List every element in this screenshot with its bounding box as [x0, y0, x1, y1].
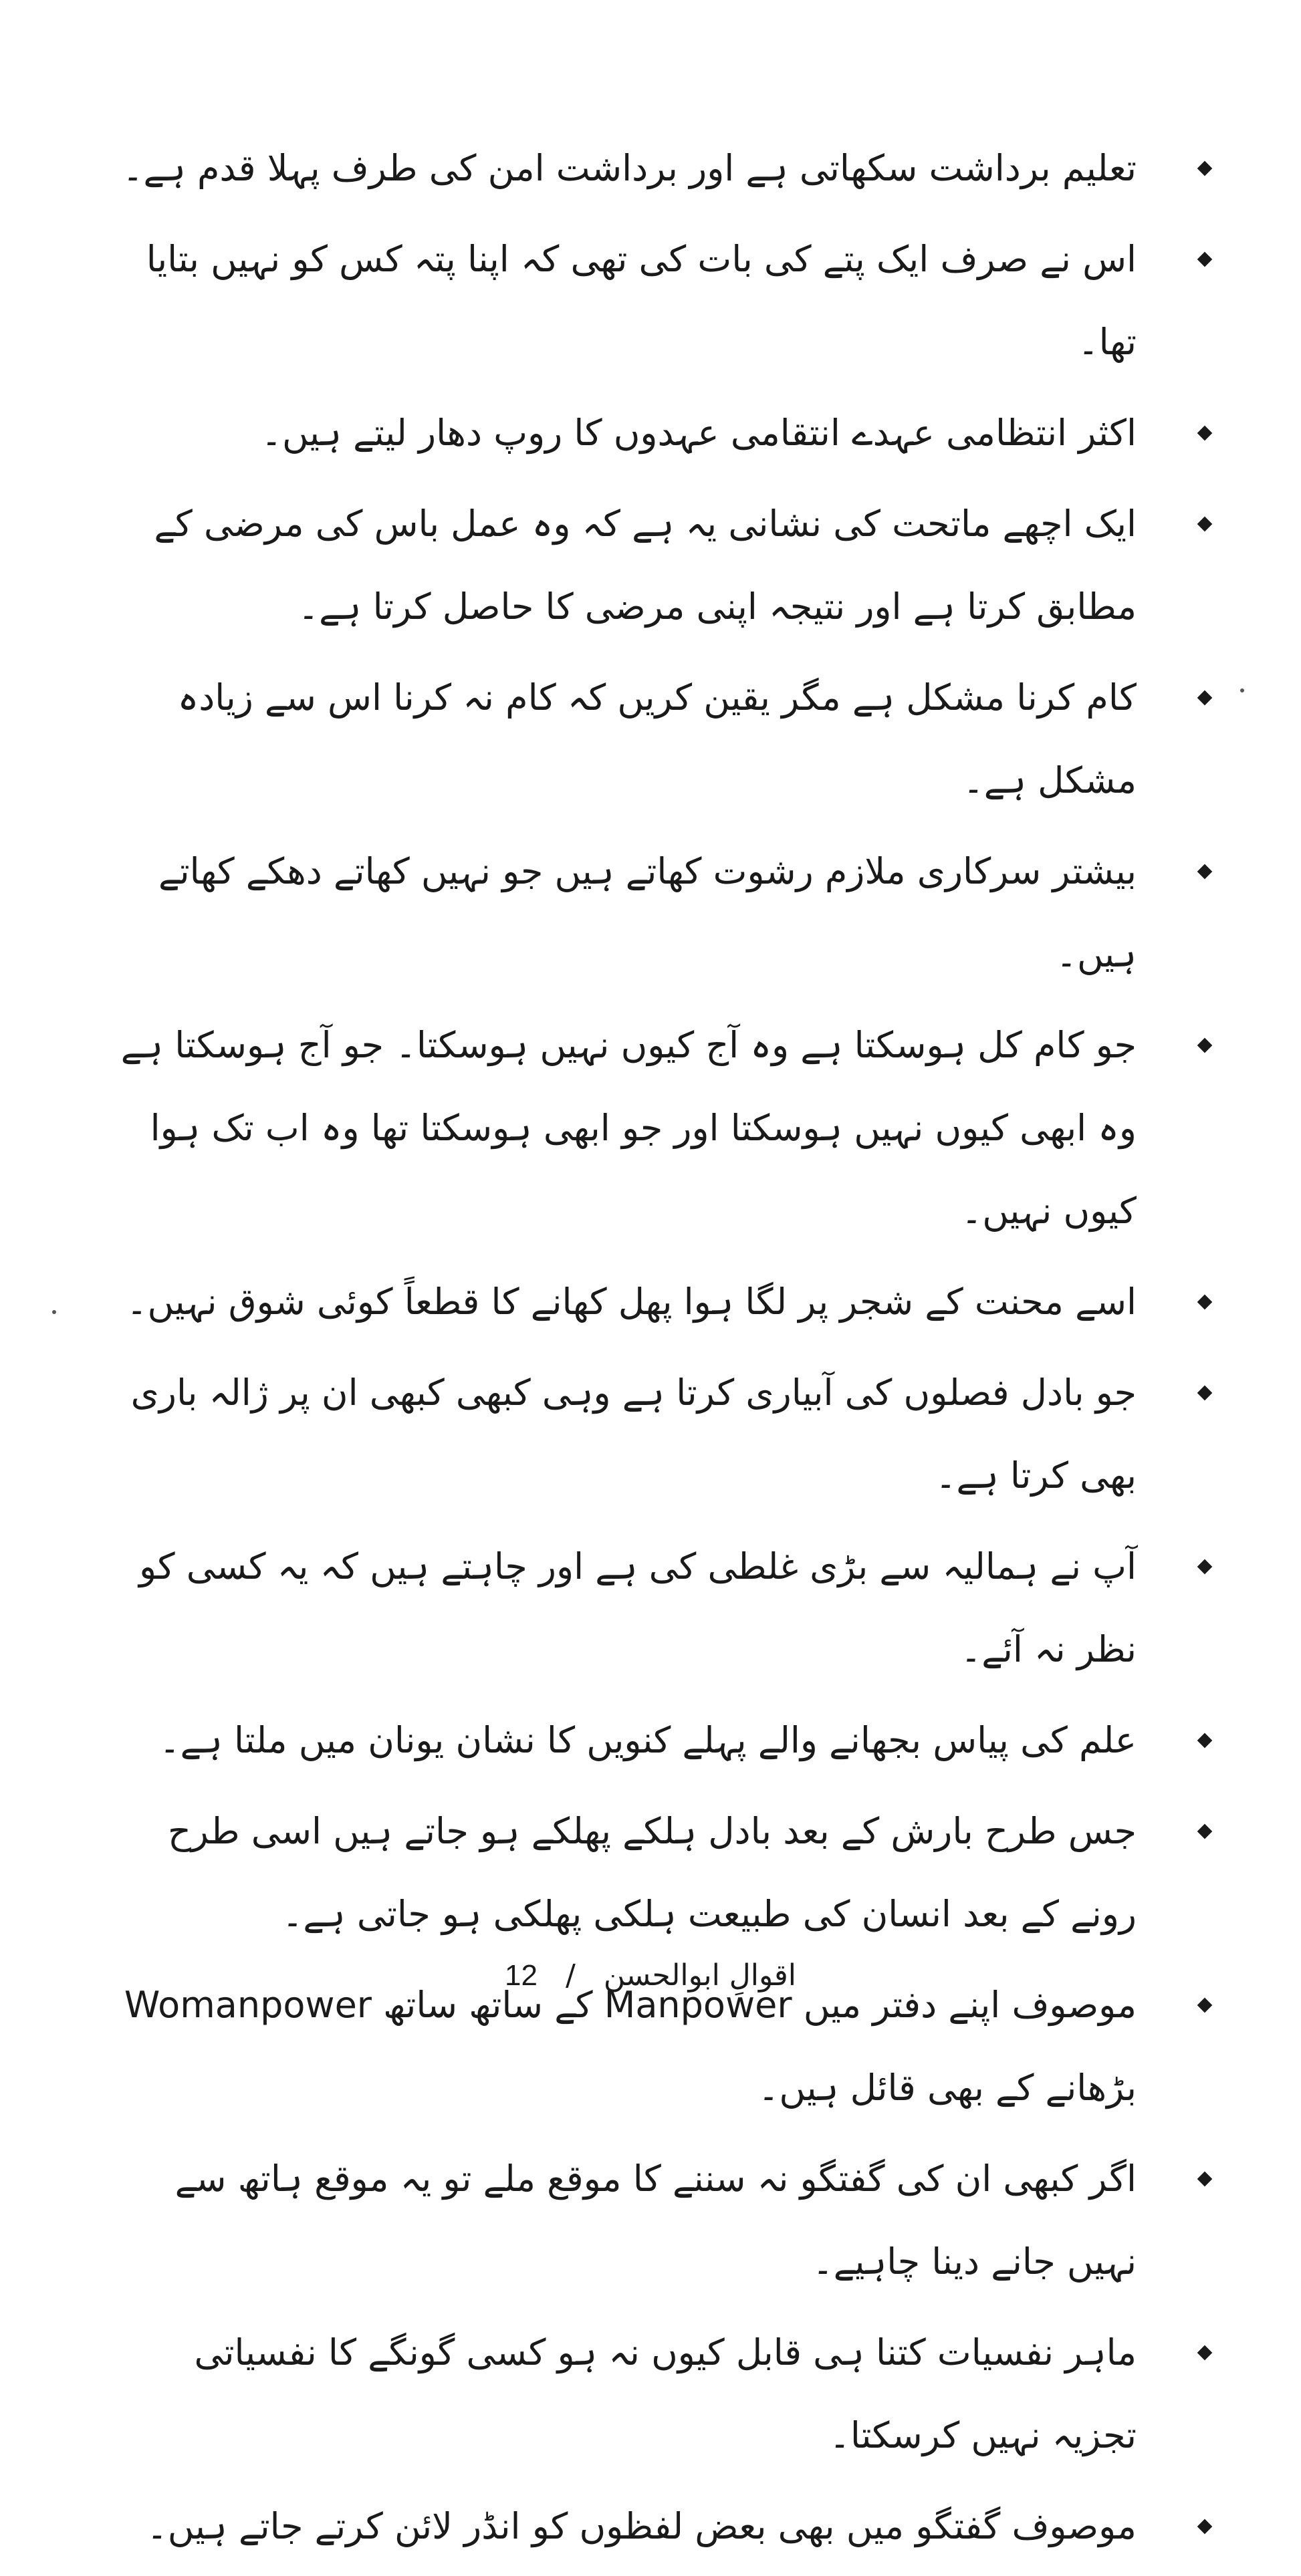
page-number: 12	[505, 1959, 538, 1992]
list-item	[100, 2311, 1197, 2477]
quote-text: جو بادل فصلوں کی آبیاری کرتا ہے وہی کبھی کبھی ان پر ژالہ باری بھی کرتا ہے۔	[130, 1372, 1137, 1497]
quote-text: اس نے صرف ایک پتے کی بات کی تھی کہ اپنا پتہ کس کو نہیں بتایا تھا۔	[146, 238, 1137, 363]
scan-speck	[1240, 688, 1244, 692]
list-item	[100, 1790, 1197, 1956]
quote-text: اکثر انتظامی عہدے انتقامی عہدوں کا روپ دھار لیتے ہیں۔	[261, 412, 1137, 454]
list-item	[100, 218, 1197, 384]
page-footer	[0, 1958, 1301, 1992]
list-item	[100, 830, 1197, 996]
quote-text: علم کی پیاس بجھانے والے پہلے کنویں کا نشان یونان میں ملتا ہے۔	[158, 1719, 1137, 1761]
list-item	[100, 392, 1197, 475]
diamond-bullet-icon	[1197, 690, 1213, 706]
list-item	[100, 1351, 1197, 1517]
quote-text: تعلیم برداشت سکھاتی ہے اور برداشت امن کی طرف پہلا قدم ہے۔	[122, 147, 1137, 189]
quote-text: اسے محنت کے شجر پر لگا ہوا پھل کھانے کا قطعاً کوئی شوق نہیں۔	[126, 1281, 1137, 1323]
quote-text: جس طرح بارش کے بعد بادل ہلکے پھلکے ہو جاتے ہیں اسی طرح رونے کے بعد انسان کی طبیعت ہلکی پھلکی ہو جاتی ہے۔	[167, 1810, 1137, 1935]
diamond-bullet-icon	[1197, 161, 1213, 176]
list-item	[100, 1004, 1197, 1253]
quote-text: ایک اچھے ماتحت کی نشانی یہ ہے کہ وہ عمل باس کی مرضی کے مطابق کرتا ہے اور نتیجہ اپنی مرضی کا حاصل کرتا ہے۔	[154, 503, 1137, 628]
quote-text: اگر کبھی ان کی گفتگو نہ سننے کا موقع ملے تو یہ موقع ہاتھ سے نہیں جانے دینا چاہیے۔	[174, 2158, 1137, 2283]
diamond-bullet-icon	[1197, 1295, 1213, 1310]
diamond-bullet-icon	[1197, 1733, 1213, 1749]
quote-text: موصوف گفتگو میں بھی بعض لفظوں کو انڈر لائن کرتے جاتے ہیں۔	[146, 2505, 1137, 2547]
list-item	[100, 1261, 1197, 1343]
diamond-bullet-icon	[1197, 426, 1213, 441]
quote-text: موصوف اپنے دفتر میں Manpower کے ساتھ ساتھ Womanpower بڑھانے کے بھی قائل ہیں۔	[124, 1984, 1137, 2109]
quote-text: آپ نے ہمالیہ سے بڑی غلطی کی ہے اور چاہتے ہیں کہ یہ کسی کو نظر نہ آئے۔	[138, 1545, 1137, 1670]
footer-separator: /	[565, 1958, 576, 1992]
diamond-bullet-icon	[1197, 517, 1213, 532]
diamond-bullet-icon	[1197, 2172, 1213, 2187]
list-item	[100, 656, 1197, 822]
diamond-bullet-icon	[1197, 864, 1213, 880]
book-title: اقوالِ ابوالحسن	[603, 1958, 796, 1992]
scan-speck	[52, 1310, 56, 1314]
list-item	[100, 1525, 1197, 1691]
list-item	[100, 2138, 1197, 2303]
diamond-bullet-icon	[1197, 2519, 1213, 2535]
diamond-bullet-icon	[1197, 1824, 1213, 1839]
quote-text: بیشتر سرکاری ملازم رشوت کھاتے ہیں جو نہیں کھاتے دھکے کھاتے ہیں۔	[158, 850, 1137, 975]
quote-text: ماہر نفسیات کتنا ہی قابل کیوں نہ ہو کسی گونگے کا نفسیاتی تجزیہ نہیں کرسکتا۔	[194, 2331, 1137, 2456]
quote-text: جو کام کل ہوسکتا ہے وہ آج کیوں نہیں ہوسکتا۔ جو آج ہوسکتا ہے وہ ابھی کیوں نہیں ہوسکتا اور جو ابھی ہوسکتا تھا وہ اب تک ہوا کیوں نہیں۔	[120, 1024, 1137, 1232]
list-item	[100, 127, 1197, 210]
diamond-bullet-icon	[1197, 252, 1213, 267]
diamond-bullet-icon	[1197, 1998, 1213, 2013]
diamond-bullet-icon	[1197, 1386, 1213, 1401]
quote-text: کام کرنا مشکل ہے مگر یقین کریں کہ کام نہ کرنا اس سے زیادہ مشکل ہے۔	[177, 676, 1137, 801]
list-item	[100, 1699, 1197, 1782]
diamond-bullet-icon	[1197, 1559, 1213, 1575]
list-item	[100, 2485, 1197, 2568]
diamond-bullet-icon	[1197, 2345, 1213, 2361]
quotes-list	[100, 127, 1197, 2576]
diamond-bullet-icon	[1197, 1038, 1213, 1053]
list-item	[100, 483, 1197, 648]
